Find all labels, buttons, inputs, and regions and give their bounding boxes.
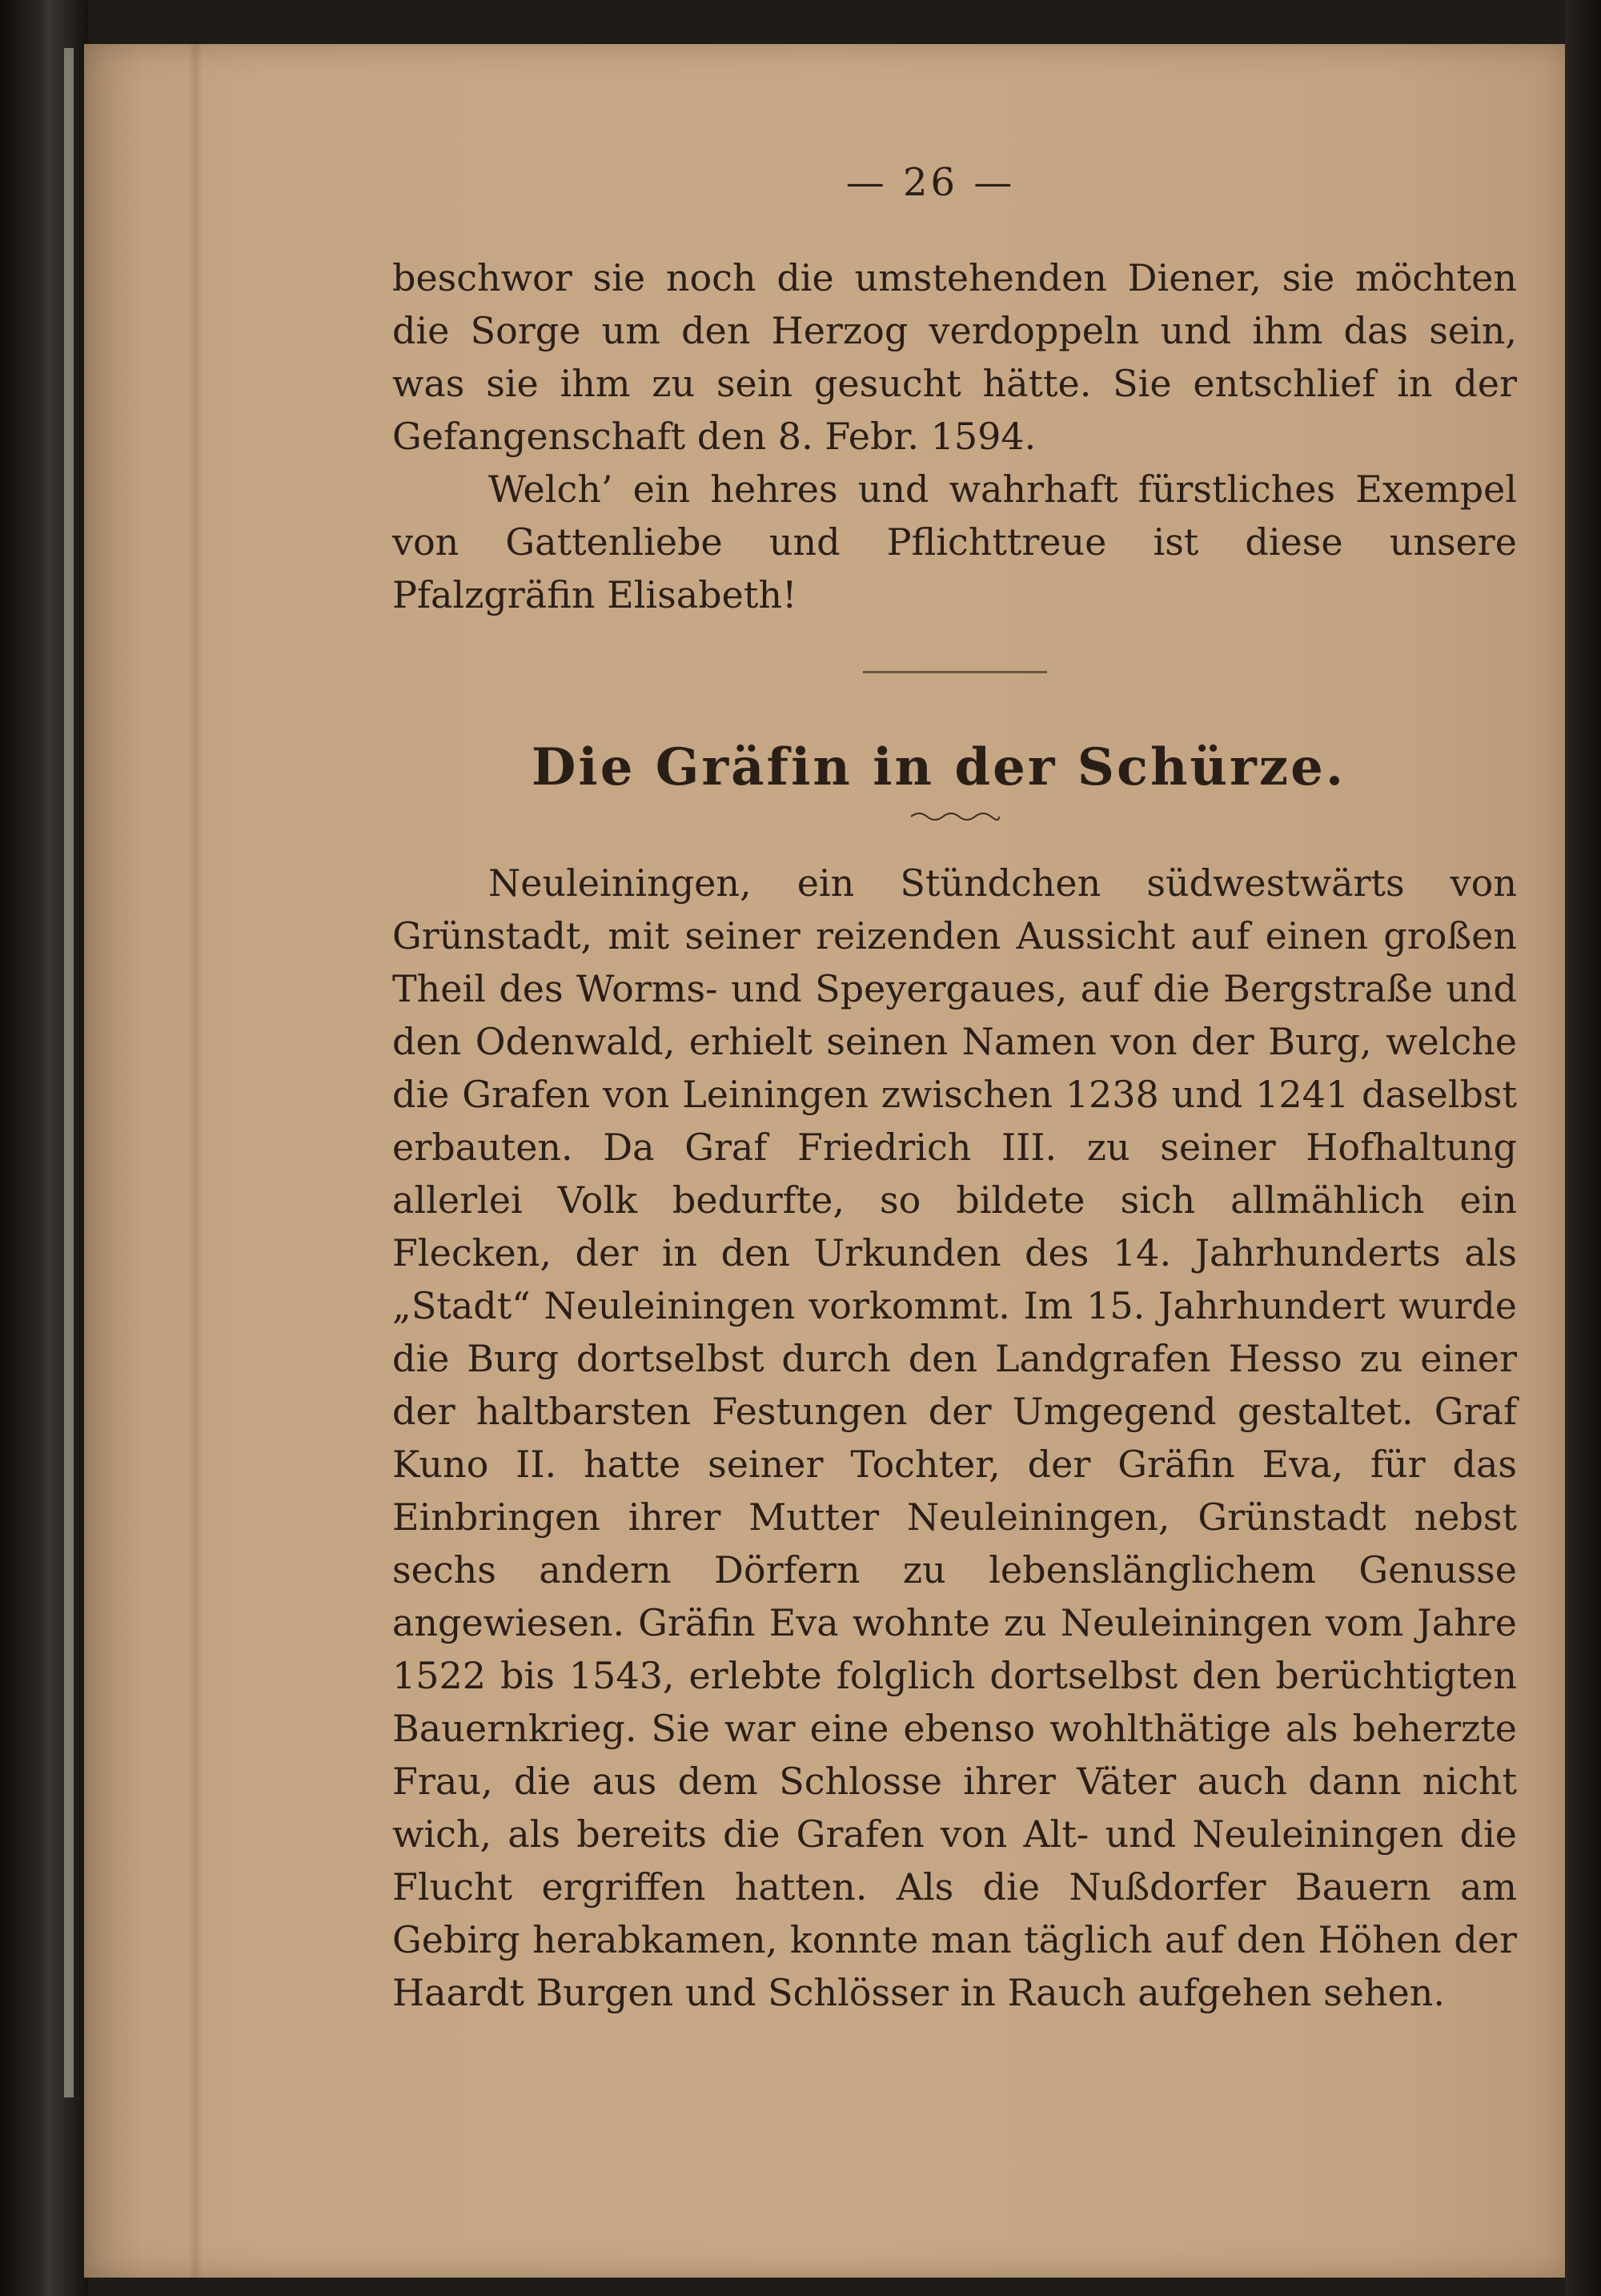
page-number: — 26 —: [845, 160, 1016, 205]
section-divider: [863, 671, 1047, 673]
book-spine: [0, 0, 88, 2296]
paragraph-continuation: beschwor sie noch die umstehenden Diener, sie möchten die Sorge um den Herzog verdoppeln und ihm das sein, was sie ihm zu sein gesucht hätte. Sie entschlief in der Gefangenschaft den 8. Febr. 1594.: [392, 256, 1517, 458]
wave-ornament: [907, 809, 1003, 825]
section-heading: Die Gräfin in der Schürze.: [531, 737, 1346, 797]
page-content: [392, 160, 1517, 2019]
paragraph-neuleiningen: Neuleiningen, ein Stündchen südwestwärts von Grünstadt, mit seiner reizenden Aussicht auf einen großen Theil des Worms- und Speyergaues, auf die Bergstraße und den Odenwald, erhielt seinen Namen von der Burg, welche die Grafen von Leiningen zwischen 1238 und 1241 daselbst erbauten. Da Graf Friedrich III. zu seiner Hofhaltung allerlei Volk bedurfte, so bildete sich allmählich ein Flecken, der in den Urkunden des 14. Jahrhunderts als „Stadt“ Neuleiningen vorkommt. Im 15. Jahrhundert wurde die Burg dortselbst durch den Landgrafen Hesso zu einer der haltbarsten Festungen der Umgegend gestaltet. Graf Kuno II. hatte seiner Tochter, der Gräfin Eva, für das Einbringen ihrer Mutter Neuleiningen, Grünstadt nebst sechs andern Dörfern zu lebenslänglichem Genusse angewiesen. Gräfin Eva wohnte zu Neuleiningen vom Jahre 1522 bis 1543, erlebte folglich dortselbst den berüchtigten Bauernkrieg. Sie war eine ebenso wohlthätige als beherzte Frau, die aus dem Schlosse ihrer Väter auch dann nicht wich, als bereits die Grafen von Alt- und Neuleiningen die Flucht ergriffen hatten. Als die Nußdorfer Bauern am Gebirg herabkamen, konnte man täglich auf den Höhen der Haardt Burgen und Schlösser in Rauch aufgehen sehen.: [392, 861, 1517, 2014]
paragraph-exclamation: Welch’ ein hehres und wahrhaft fürstliches Exempel von Gattenliebe und Pflichttreue ist diese unsere Pfalzgräfin Elisabeth!: [392, 468, 1517, 616]
page-edge-shadow: [1565, 0, 1601, 2296]
